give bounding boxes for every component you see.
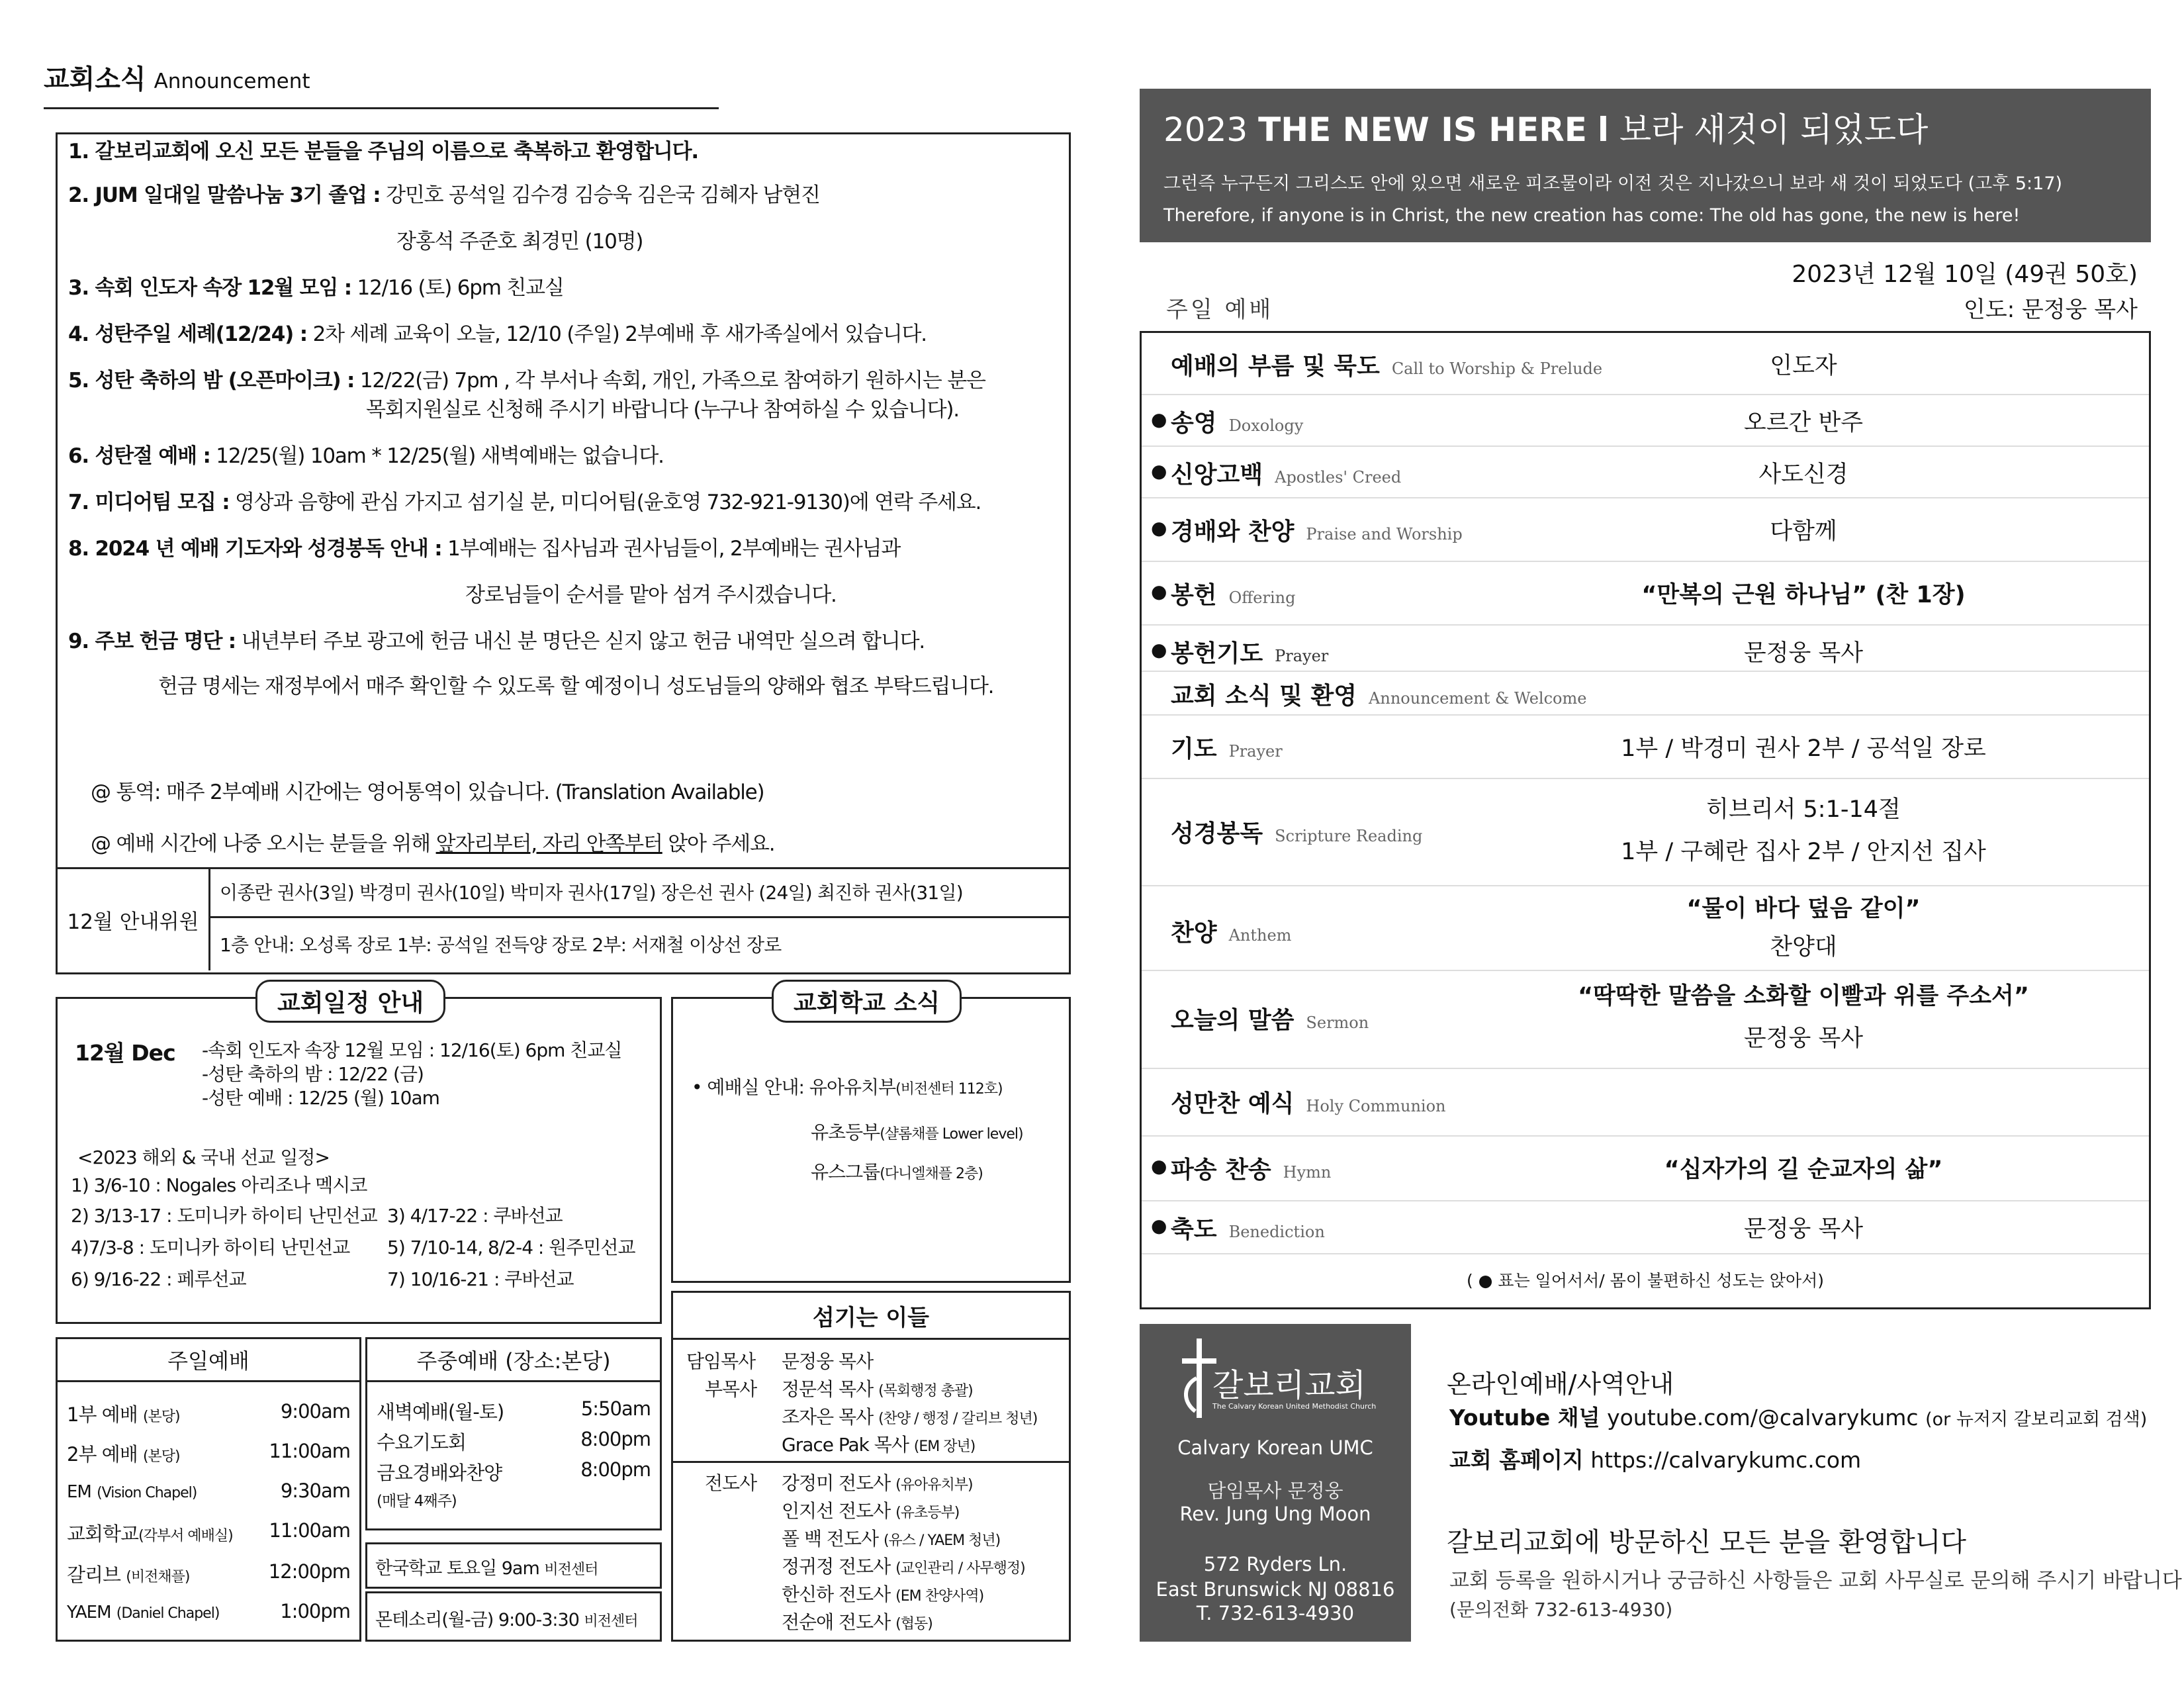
school-box [671,997,1071,1283]
welcome-text: 교회 등록을 원하시거나 궁금하신 사항들은 교회 사무실로 문의해 주시기 바랍니다 [1449,1569,2182,1593]
announcement-4: 4. 성탄주일 세례(12/24) : 2차 세례 교육이 오늘, 12/10 (주일) 2부예배 후 새가족실에서 있습니다. [68,322,927,346]
logo-text: 갈보리교회 [1212,1367,1366,1404]
mission-4: 4)7/3-8 : 도미니카 하이티 난민선교 [71,1237,350,1258]
school-title: 교회학교 소식 [772,980,962,1023]
order-item: 예배의 부름 및 묵도 Call to Worship & Prelude 인도자 [1142,333,2149,395]
sunday-row: 교회학교(각부서 예배실) 11:00am [67,1519,350,1545]
youtube-link[interactable]: youtube.com/@calvarykumc [1607,1405,1919,1430]
church-name-en: Calvary Korean UMC [1177,1436,1373,1459]
staff-box [671,1291,1071,1642]
weekday-row: 새벽예배(월-토) 5:50am [377,1397,651,1423]
theme-banner [1140,89,2151,242]
standing-bullet-icon: ● [1151,460,1167,482]
mission-5: 5) 7/10-14, 8/2-4 : 원주민선교 [387,1237,635,1258]
sunday-worship-title: 주일예배 [58,1339,359,1382]
staff-title: 섬기는 이들 [673,1293,1069,1340]
standing-bullet-icon: ● [1151,1155,1167,1177]
address-line-2: East Brunswick NJ 08816 [1156,1578,1395,1601]
banner-title: 2023 THE NEW IS HERE l 보라 새것이 되었도다 [1163,111,1929,149]
announcements-divider [44,107,719,109]
order-item: 성경봉독 Scripture Reading 히브리서 5:1-14절 1부 / 구혜란 집사 2부 / 안지선 집사 [1142,778,2149,886]
senior-pastor-label: 담임목사 [686,1350,756,1372]
order-item: ● 경배와 찬양 Praise and Worship 다함께 [1142,497,2149,562]
translation-note: @ 통역: 매주 2부예배 시간에는 영어통역이 있습니다. (Translation Available) [91,780,764,804]
welcome-phone: (문의전화 732-613-4930) [1449,1599,1673,1620]
sunday-row: 1부 예배 (본당) 9:00am [67,1400,350,1426]
sunday-row: 2부 예배 (본당) 11:00am [67,1440,350,1466]
ushers-row-2: 1층 안내: 오성록 장로 1부: 공석일 전득양 장로 2부: 서재철 이상선 장로 [220,934,782,956]
schedule-box [56,997,662,1324]
montessori: 몬테소리(월-금) 9:00-3:30 비전센터 [375,1610,638,1630]
montessori-row [365,1591,662,1642]
evangelist-5: 한신하 전도사 (EM 찬양사역) [782,1583,984,1605]
order-item: 찬양 Anthem “물이 바다 덮음 같이” 찬양대 [1142,885,2149,971]
korean-school: 한국학교 토요일 9am 비전센터 [375,1558,598,1579]
order-item: ● 봉헌 Offering “만복의 근원 하나님” (찬 1장) [1142,561,2149,626]
senior-pastor: 문정웅 목사 [782,1350,874,1372]
weekday-monthly-note: (매달 4째주) [377,1493,457,1510]
evangelist-6: 전순애 전도사 (협동) [782,1611,933,1633]
weekday-worship-table [365,1337,662,1530]
church-logo-icon [1182,1338,1216,1418]
announcement-3: 3. 속회 인도자 속장 12월 모임 : 12/16 (토) 6pm 친교실 [68,276,564,300]
church-phone: T. 732-613-4930 [1196,1602,1355,1624]
website-link[interactable]: https://calvarykumc.com [1590,1447,1862,1473]
standing-bullet-icon: ● [1151,408,1167,430]
announcement-2: 2. JUM 일대일 말씀나눔 3기 졸업 : 강민호 공석일 김수경 김승욱 김은국 김혜자 남현진 [68,183,820,207]
evangelist-2: 인지선 전도사 (유초등부) [782,1500,960,1522]
seating-note: @ 예배 시간에 나중 오시는 분들을 위해 앞자리부터, 자리 안쪽부터 앉아 주세요. [91,832,775,856]
weekday-worship-title: 주중예배 (장소:본당) [367,1339,660,1382]
evangelist-label: 전도사 [705,1472,757,1494]
standing-bullet-icon: ● [1151,639,1167,661]
schedule-event-3: -성탄 예배 : 12/25 (월) 10am [202,1087,439,1109]
announcement-9: 9. 주보 헌금 명단 : 내년부터 주보 광고에 헌금 내신 분 명단은 싣지 않고 헌금 내역만 실으려 합니다. [68,630,925,653]
mission-title: <2023 해외 & 국내 선교 일정> [77,1147,330,1168]
mission-3: 3) 4/17-22 : 쿠바선교 [387,1205,563,1227]
announcement-9-cont: 헌금 명세는 재정부에서 매주 확인할 수 있도록 할 예정이니 성도님들의 양해와 협조 부탁드립니다. [158,675,994,698]
ushers-label: 12월 안내위원 [58,869,210,970]
order-of-worship [1140,331,2151,1309]
order-item: ● 봉헌기도 Prayer 문정웅 목사 [1142,624,2149,672]
senior-pastor-en: Rev. Jung Ung Moon [1179,1503,1371,1525]
sunday-row: EM (Vision Chapel) 9:30am [67,1479,350,1502]
ushers-table [58,867,1069,972]
order-item: 교회 소식 및 환영 Announcement & Welcome [1142,671,2149,716]
schedule-title: 교회일정 안내 [255,980,445,1023]
service-label: 주일 예배 [1166,297,1274,323]
announcement-1: 1. 갈보리교회에 오신 모든 분들을 주님의 이름으로 축복하고 환영합니다. [68,140,698,164]
verse-ko: 그런즉 누구든지 그리스도 안에 있으면 새로운 피조물이라 이전 것은 지나갔으니 보라 새 것이 되었도다 (고후 5:17) [1163,173,2063,194]
ushers-row-1: 이종란 권사(3일) 박경미 권사(10일) 박미자 권사(17일) 장은선 권사 (24일) 최진하 권사(31일) [210,869,1069,918]
church-info-box [1140,1324,1411,1642]
associate-2: 조자은 목사 (찬양 / 행정 / 갈리브 청년) [782,1406,1038,1428]
service-date: 2023년 12월 10일 (49권 50호) [1792,261,2138,288]
logo-subtext: The Calvary Korean United Methodist Church [1212,1402,1377,1411]
schedule-event-2: -성탄 축하의 밤 : 12/22 (금) [202,1063,424,1085]
mission-1: 1) 3/6-10 : Nogales 아리조나 멕시코 [71,1174,367,1196]
sunday-row: YAEM (Daniel Chapel) 1:00pm [67,1600,350,1622]
standing-note: ( ● 표는 일어서서/ 몸이 불편하신 성도는 앉아서) [1466,1271,1825,1290]
order-item: 기도 Prayer 1부 / 박경미 권사 2부 / 공석일 장로 [1142,714,2149,779]
associate-1: 정문석 목사 (목회행정 총괄) [782,1378,973,1400]
order-item: 성만찬 예식 Holy Communion [1142,1068,2149,1137]
service-leader: 인도: 문정웅 목사 [1964,297,2138,323]
order-item: ● 축도 Benediction 문정웅 목사 [1142,1200,2149,1254]
schedule-month: 12월 Dec [75,1040,175,1066]
mission-7: 7) 10/16-21 : 쿠바선교 [387,1268,574,1290]
evangelist-1: 강정미 전도사 (유아유치부) [782,1472,973,1494]
evangelist-4: 정귀정 전도사 (교인관리 / 사무행정) [782,1556,1025,1577]
announcement-7: 7. 미디어팀 모집 : 영상과 음향에 관심 가지고 섬기실 분, 미디어팀(윤호영 732-921-9130)에 연락 주세요. [68,491,981,514]
announcements-box [56,132,1071,974]
announcement-8-cont: 장로님들이 순서를 맡아 섬겨 주시겠습니다. [465,583,837,607]
senior-pastor-ko: 담임목사 문정웅 [1207,1479,1343,1502]
order-item: ● 송영 Doxology 오르간 반주 [1142,394,2149,447]
order-item: 오늘의 말씀 Sermon “딱딱한 말씀을 소화할 이빨과 위를 주소서” 문정웅 목사 [1142,970,2149,1069]
youtube-row: Youtube 채널 youtube.com/@calvarykumc (or 뉴저지 갈보리교회 검색) [1449,1405,2148,1430]
sunday-row: 갈리브 (비전채플) 12:00pm [67,1560,350,1586]
announcements-title-ko: 교회소식 [44,64,146,95]
korean-school-row [365,1542,662,1589]
announcement-8: 8. 2024 년 예배 기도자와 성경봉독 안내 : 1부예배는 집사님과 권사님들이, 2부예배는 권사님과 [68,537,901,561]
schedule-event-1: -속회 인도자 속장 12월 모임 : 12/16(토) 6pm 친교실 [202,1039,622,1061]
announcement-5: 5. 성탄 축하의 밤 (오픈마이크) : 12/22(금) 7pm , 각 부서나 속회, 개인, 가족으로 참여하기 원하시는 분은 [68,369,985,393]
evangelist-3: 폴 백 전도사 (유스 / YAEM 청년) [782,1528,1001,1550]
school-line-1: • 예배실 안내: 유아유치부(비전센터 112호) [692,1076,1003,1098]
banner-verse [1163,168,2062,232]
sunday-worship-table [56,1337,361,1642]
weekday-row: 수요기도회 8:00pm [377,1428,651,1454]
standing-bullet-icon: ● [1151,581,1167,602]
address-line-1: 572 Ryders Ln. [1203,1553,1347,1575]
announcement-6: 6. 성탄절 예배 : 12/25(월) 10am * 12/25(월) 새벽예배는 없습니다. [68,444,664,468]
online-title: 온라인예배/사역안내 [1447,1370,1674,1399]
school-line-3: 유스그룹(다니엘채플 2층) [811,1161,983,1183]
announcement-2-cont: 장홍석 주준호 최경민 (10명) [396,230,643,254]
order-item: ● 신앙고백 Apostles' Creed 사도신경 [1142,445,2149,498]
mission-2: 2) 3/13-17 : 도미니카 하이티 난민선교 [71,1205,377,1227]
school-line-2: 유초등부(샬롬채플 Lower level) [811,1121,1023,1143]
standing-bullet-icon: ● [1151,1215,1167,1237]
welcome-title: 갈보리교회에 방문하신 모든 분을 환영합니다 [1447,1527,1967,1558]
announcement-5-cont: 목회지원실로 신청해 주시기 바랍니다 (누구나 참여하실 수 있습니다). [366,398,959,422]
standing-bullet-icon: ● [1151,517,1167,539]
weekday-row: 금요경배와찬양 8:00pm [377,1458,651,1484]
verse-en: Therefore, if anyone is in Christ, the new creation has come: The old has gone, the new is here! [1163,205,2021,226]
announcements-title [44,58,310,96]
associate-label: 부목사 [705,1378,757,1400]
website-row: 교회 홈페이지 https://calvarykumc.com [1449,1447,1862,1473]
announcements-title-en: Announcement [154,70,310,93]
staff-divider [673,1461,1069,1463]
mission-6: 6) 9/16-22 : 페루선교 [71,1268,246,1290]
order-item: ● 파송 찬송 Hymn “십자가의 길 순교자의 삶” [1142,1135,2149,1201]
associate-3: Grace Pak 목사 (EM 장년) [782,1434,976,1456]
